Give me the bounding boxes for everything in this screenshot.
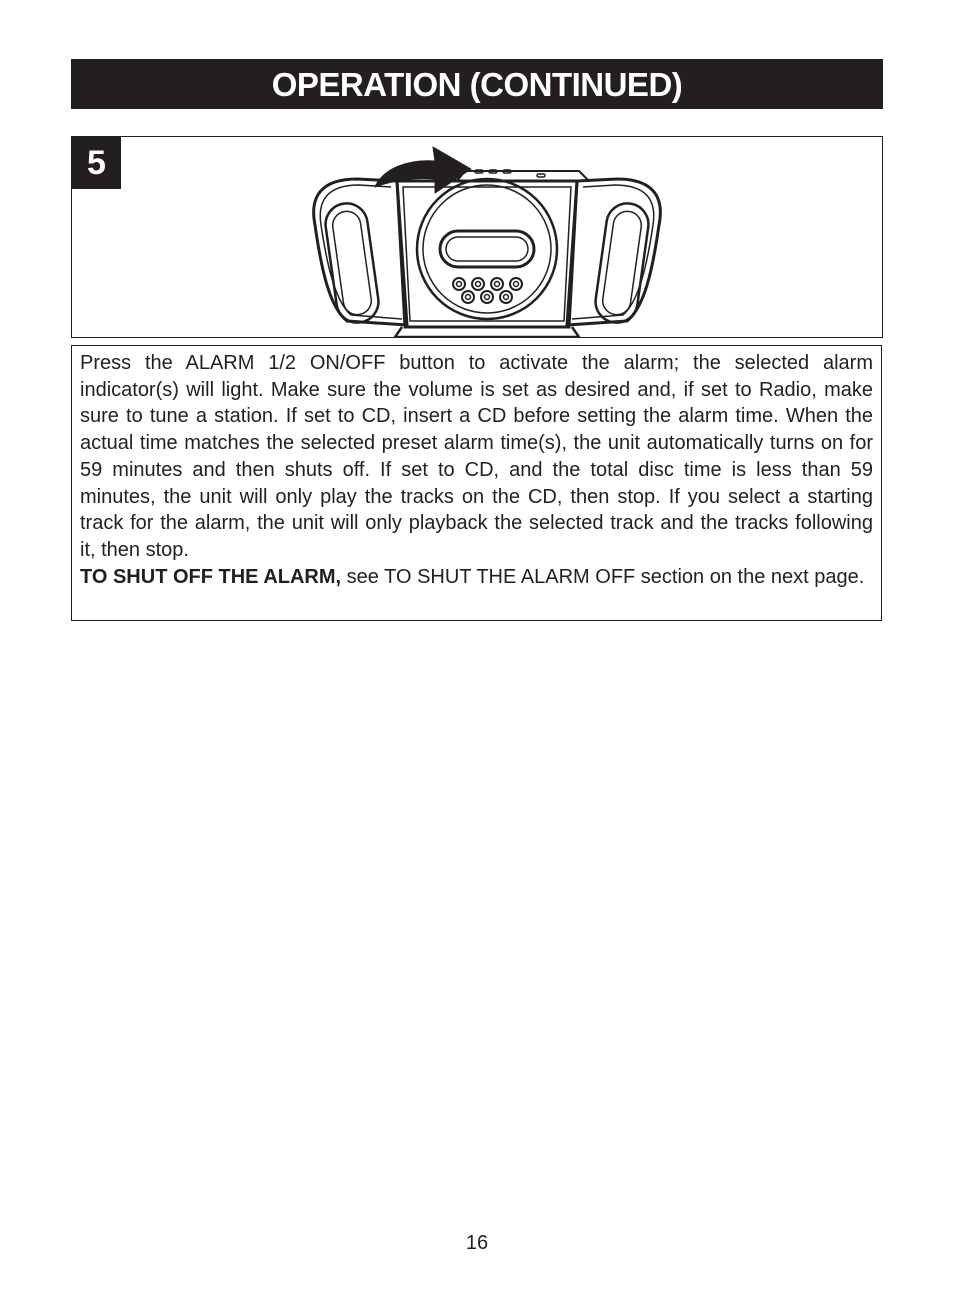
page-number: 16 — [465, 1232, 489, 1254]
cd-boombox-illustration — [307, 137, 667, 337]
step-number-badge: 5 — [72, 137, 121, 189]
instructions-box — [71, 345, 882, 621]
shutoff-text: see TO SHUT THE ALARM OFF section on the next page. — [346, 565, 865, 588]
shutoff-label: TO SHUT OFF THE ALARM, — [80, 565, 342, 588]
instructions-paragraph: Press the ALARM 1/2 ON/OFF button to activate the alarm; the selected alarm indicator(s) will light. Make sure the volume is set as desired and, if set to Radio, make sure to tune a station. If set to CD, insert a CD before setting the alarm time. When the actual time matches the selected preset alarm time(s), the unit automatically turns on for 59 minutes and then shuts off. If set to CD, and the total disc time is less than 59 minutes, the unit will only play the tracks on the CD, then stop. If you select a starting track for the alarm, the unit will only playback the selected track and the tracks following it, then stop. — [80, 352, 873, 561]
step-figure — [71, 136, 883, 338]
section-title: OPERATION (CONTINUED) — [271, 65, 683, 103]
section-header — [71, 59, 883, 109]
shutoff-note — [80, 564, 873, 591]
